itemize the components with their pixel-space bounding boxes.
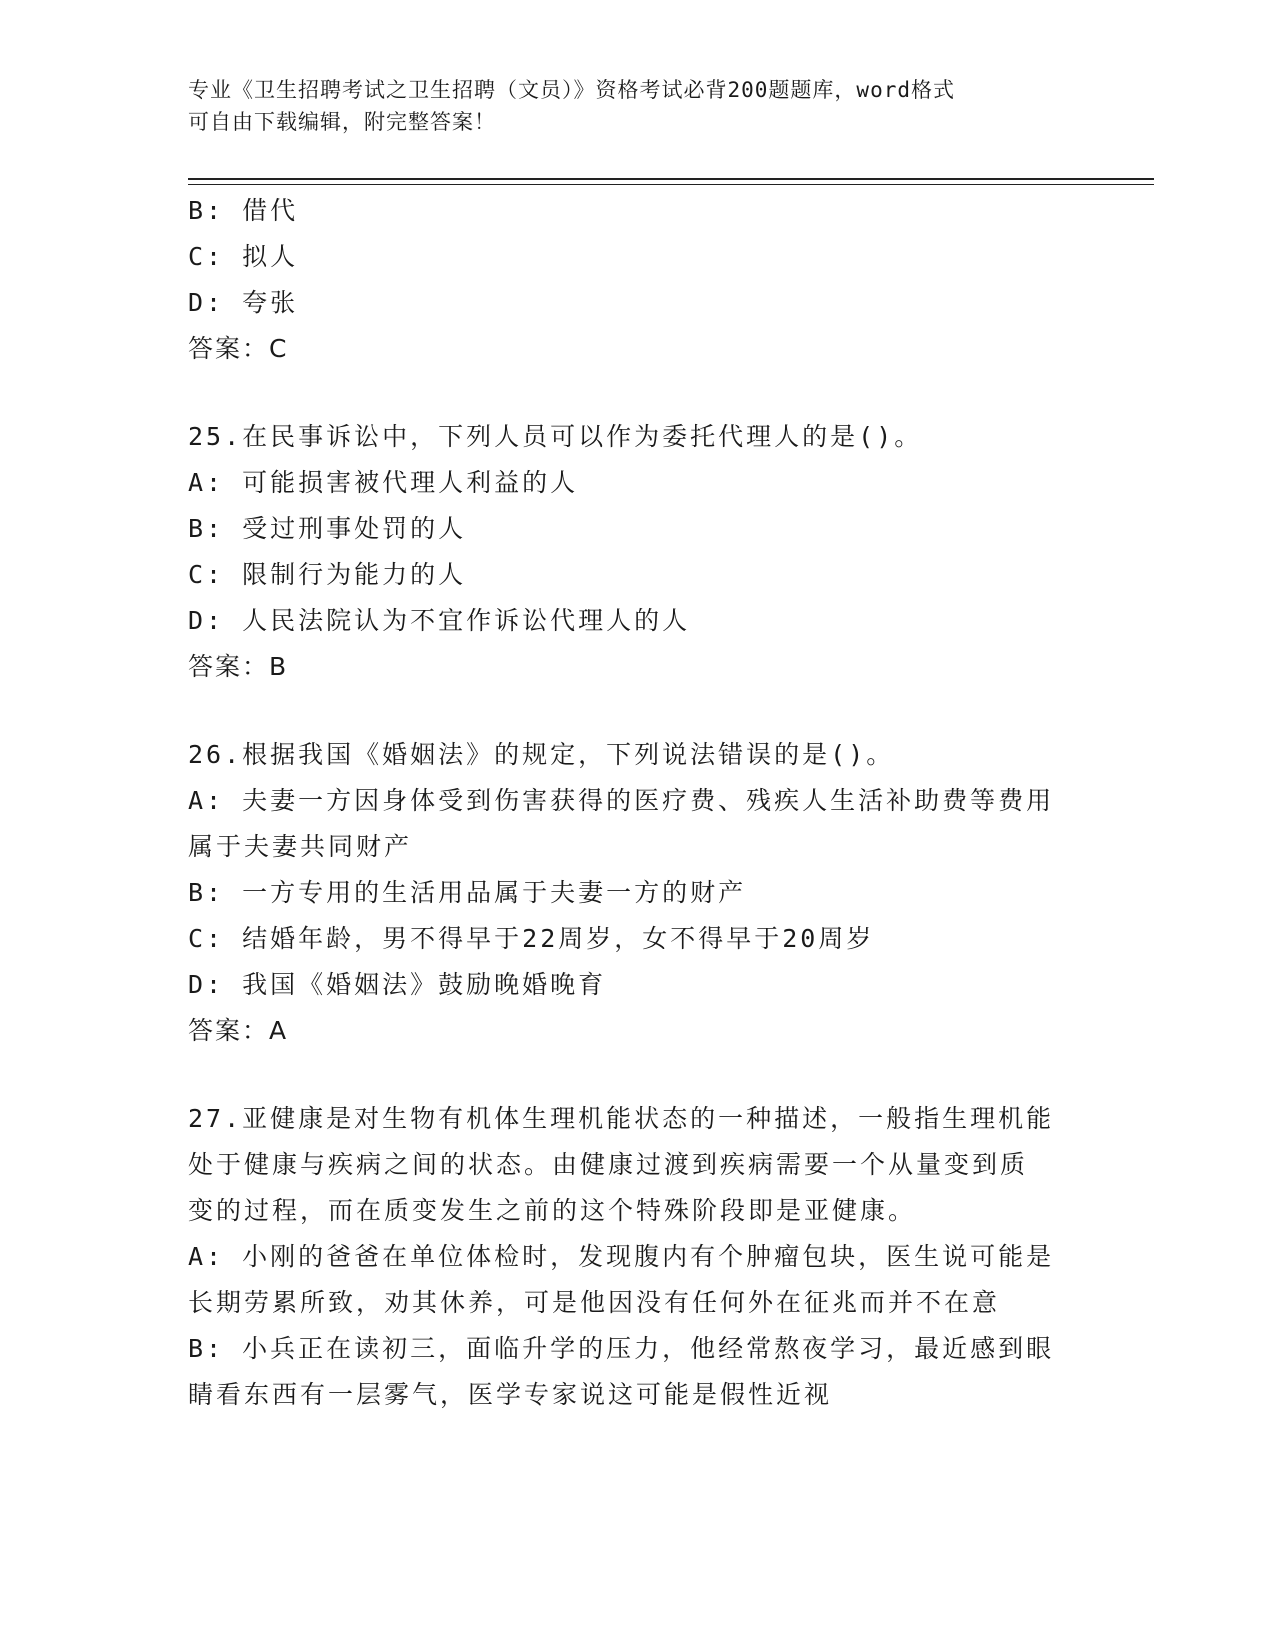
option-c: C: 拟人 bbox=[188, 242, 299, 271]
answer-line: 答案：A bbox=[188, 1016, 289, 1045]
previous-question-tail bbox=[188, 188, 1088, 372]
option-b-line-2: 睛看东西有一层雾气，医学专家说这可能是假性近视 bbox=[188, 1380, 833, 1409]
question-stem: 26.根据我国《婚姻法》的规定，下列说法错误的是()。 bbox=[188, 740, 895, 769]
option-a-line-1: A: 夫妻一方因身体受到伤害获得的医疗费、残疾人生活补助费等费用 bbox=[188, 786, 1055, 815]
question-25 bbox=[188, 414, 1088, 690]
question-stem-line-3: 变的过程，而在质变发生之前的这个特殊阶段即是亚健康。 bbox=[188, 1196, 917, 1225]
question-stem-line-2: 处于健康与疾病之间的状态。由健康过渡到疾病需要一个从量变到质 bbox=[188, 1150, 1029, 1179]
option-b: B: 受过刑事处罚的人 bbox=[188, 514, 467, 543]
page-header bbox=[188, 74, 1068, 138]
header-divider bbox=[188, 178, 1154, 185]
option-a-line-1: A: 小刚的爸爸在单位体检时，发现腹内有个肿瘤包块，医生说可能是 bbox=[188, 1242, 1055, 1271]
option-d: D: 人民法院认为不宜作诉讼代理人的人 bbox=[188, 606, 691, 635]
option-b: B: 一方专用的生活用品属于夫妻一方的财产 bbox=[188, 878, 747, 907]
option-c: C: 结婚年龄，男不得早于22周岁，女不得早于20周岁 bbox=[188, 924, 875, 953]
header-title-line-2: 可自由下载编辑，附完整答案！ bbox=[188, 110, 496, 134]
question-stem-line-1: 27.亚健康是对生物有机体生理机能状态的一种描述，一般指生理机能 bbox=[188, 1104, 1055, 1133]
option-a: A: 可能损害被代理人利益的人 bbox=[188, 468, 579, 497]
question-26 bbox=[188, 732, 1088, 1054]
option-d: D: 我国《婚姻法》鼓励晚婚晚育 bbox=[188, 970, 607, 999]
answer-line: 答案：C bbox=[188, 334, 289, 363]
option-a-line-2: 属于夫妻共同财产 bbox=[188, 832, 413, 861]
question-stem: 25.在民事诉讼中，下列人员可以作为委托代理人的是()。 bbox=[188, 422, 923, 451]
option-c: C: 限制行为能力的人 bbox=[188, 560, 467, 589]
question-27 bbox=[188, 1096, 1088, 1418]
option-d: D: 夸张 bbox=[188, 288, 299, 317]
option-b: B: 借代 bbox=[188, 196, 299, 225]
question-list bbox=[188, 188, 1088, 1418]
header-title-line-1: 专业《卫生招聘考试之卫生招聘（文员）》资格考试必背200题题库，word格式 bbox=[188, 78, 955, 102]
answer-line: 答案：B bbox=[188, 652, 289, 681]
option-b-line-1: B: 小兵正在读初三，面临升学的压力，他经常熬夜学习，最近感到眼 bbox=[188, 1334, 1055, 1363]
option-a-line-2: 长期劳累所致，劝其休养，可是他因没有任何外在征兆而并不在意 bbox=[188, 1288, 1001, 1317]
